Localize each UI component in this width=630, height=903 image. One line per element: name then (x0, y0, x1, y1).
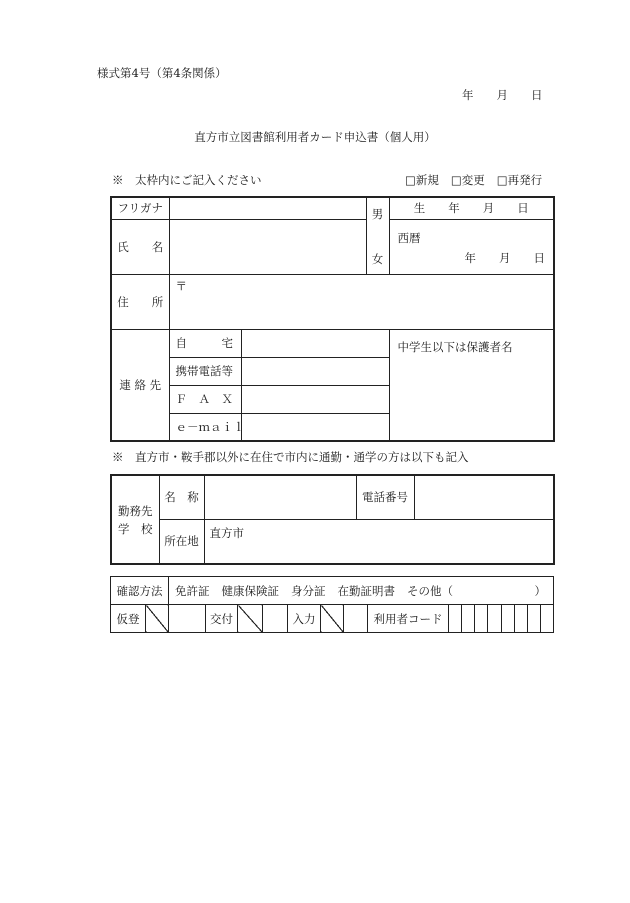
change-label: 変更 (461, 173, 485, 187)
mobile-phone-field[interactable] (241, 357, 389, 385)
postal-mark-icon: 〒 (175, 278, 187, 293)
option-new (405, 174, 439, 186)
input-label: 入力 (288, 605, 321, 633)
verify-option-id[interactable]: 身分証 (291, 583, 326, 598)
home-phone-label: 自 宅 (169, 329, 241, 357)
contact-label: 連 絡 先 (111, 329, 169, 441)
sex-female-option[interactable]: 女 (371, 251, 384, 266)
birth-era-label: 西暦 (397, 230, 421, 245)
application-date[interactable]: 年 月 日 (462, 88, 543, 102)
commuter-note: ※ 直方市・鞍手郡以外に在住で市内に通勤・通学の方は以下も記入 (112, 450, 469, 464)
email-field[interactable] (241, 413, 389, 441)
user-code-box[interactable] (514, 605, 527, 633)
reissue-label: 再発行 (507, 173, 543, 187)
guardian-name-field[interactable] (389, 329, 554, 441)
new-checkbox[interactable]: □ (405, 173, 416, 187)
workplace-label: 勤務先 (118, 503, 153, 518)
user-code-box[interactable] (540, 605, 553, 633)
user-code-box[interactable] (488, 605, 501, 633)
issued-label: 交付 (206, 605, 238, 633)
name-label: 氏 名 (111, 219, 169, 274)
option-reissue (497, 174, 542, 186)
office-use-table (110, 576, 554, 633)
address-field[interactable] (169, 274, 554, 329)
provisional-field[interactable] (169, 605, 206, 633)
user-code-box[interactable] (527, 605, 540, 633)
fax-label: Ｆ Ａ Ｘ (169, 385, 241, 413)
user-code-box[interactable] (462, 605, 475, 633)
workplace-location-label: 所在地 (159, 519, 204, 564)
workplace-location-prefix: 直方市 (209, 525, 244, 540)
school-label: 学 校 (118, 521, 153, 536)
instruction-text: ※ 太枠内にご記入ください (112, 173, 262, 187)
furigana-field[interactable] (169, 197, 366, 219)
sex-cell (366, 197, 389, 274)
mobile-phone-label: 携帯電話等 (169, 357, 241, 385)
workplace-name-field[interactable] (204, 475, 356, 519)
new-label: 新規 (415, 173, 439, 187)
user-code-box[interactable] (475, 605, 488, 633)
input-field[interactable] (344, 605, 368, 633)
verify-option-other[interactable]: その他（ (407, 583, 453, 598)
verification-methods (169, 577, 554, 605)
verify-option-employment[interactable]: 在勤証明書 (337, 583, 395, 598)
email-label: ｅ－ｍａｉｌ (169, 413, 241, 441)
change-checkbox[interactable]: □ (450, 173, 462, 187)
fax-field[interactable] (241, 385, 389, 413)
application-type-options (405, 174, 542, 186)
birth-date-header: 生 年 月 日 (389, 197, 554, 219)
workplace-school-label (111, 475, 159, 564)
user-code-label: 利用者コード (368, 605, 449, 633)
option-change (451, 174, 485, 186)
address-label: 住 所 (111, 274, 169, 329)
birth-date-field[interactable] (389, 219, 554, 274)
name-field[interactable] (169, 219, 366, 274)
home-phone-field[interactable] (241, 329, 389, 357)
page-title: 直方市立図書館利用者カード申込書（個人用） (194, 130, 436, 144)
provisional-slash (146, 605, 169, 633)
workplace-phone-field[interactable] (414, 475, 554, 519)
workplace-name-label: 名 称 (159, 475, 204, 519)
furigana-label: フリガナ (111, 197, 169, 219)
issued-slash (238, 605, 263, 633)
issued-field[interactable] (263, 605, 288, 633)
birth-ymd-label: 年 月 日 (464, 250, 545, 265)
reissue-checkbox[interactable]: □ (496, 173, 508, 187)
workplace-phone-label: 電話番号 (356, 475, 414, 519)
verification-method-label: 確認方法 (111, 577, 169, 605)
sex-male-option[interactable]: 男 (371, 207, 384, 221)
workplace-table (110, 474, 555, 565)
workplace-location-field[interactable] (204, 519, 554, 564)
applicant-table (110, 196, 555, 442)
user-code-box[interactable] (449, 605, 462, 633)
guardian-label: 中学生以下は保護者名 (397, 339, 513, 354)
form-number: 様式第4号（第4条関係） (97, 66, 227, 80)
verify-other-close: ） (534, 583, 546, 598)
input-slash (321, 605, 344, 633)
verify-option-license[interactable]: 免許証 (175, 583, 210, 598)
provisional-label: 仮登 (111, 605, 146, 633)
user-code-box[interactable] (501, 605, 514, 633)
verify-option-insurance[interactable]: 健康保険証 (221, 583, 279, 598)
